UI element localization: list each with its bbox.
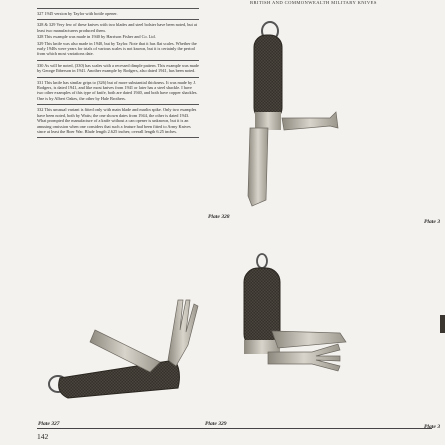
main-blade bbox=[90, 330, 160, 372]
bolster bbox=[255, 112, 281, 130]
plate-caption-327: Plate 327 bbox=[38, 421, 60, 427]
shackle-ring bbox=[257, 254, 267, 268]
fork-tool bbox=[168, 300, 198, 366]
knife-plate-edge bbox=[440, 315, 445, 333]
partial-knife bbox=[440, 315, 445, 333]
plate-caption-331: Plate 3 bbox=[424, 424, 441, 430]
plate-caption-328: Plate 328 bbox=[208, 214, 230, 220]
knife-plate-327 bbox=[49, 300, 198, 398]
running-head: BRITISH AND COMMONWEALTH MILITARY KNIVES bbox=[250, 0, 377, 5]
knife-handle bbox=[59, 360, 180, 398]
entry-paragraph: 329 This knife was also made in 1940, but by Taylor. Note that it has flat scales. Whether the early 1940s were years for trials of various scales is not known, but it is certainly the period from which most variations date. bbox=[37, 40, 197, 57]
entry-paragraph: 331 This knife has similar grips to (326) but of more substantial thickness. It was made by J. Rodgers, is dated 1941, and like most knives from 1941 or later has a steel shackle. I have two other examples of this type of knife, both are dated 1940, and both have copper shackles. One is by Albert Oakes, the other by Hale Brothers. bbox=[37, 79, 198, 101]
entry-paragraph: 327 1945 version by Taylor with bottle opener. bbox=[37, 11, 118, 16]
footer-rule bbox=[37, 428, 432, 429]
knife-plate-328 bbox=[248, 22, 338, 206]
knife-plate-329 bbox=[244, 254, 346, 371]
entry-paragraph: 328 & 329 Very few of these knives with two blades and steel bolster have been noted, but at least two manufacturers produced them. bbox=[37, 22, 197, 33]
plate-caption-330: Plate 3 bbox=[424, 219, 441, 225]
entry-paragraph: 330 As will be noted, (330) has scales with a recessed dimple pattern. This example was made by George Ibberson in 1941. Another example by Rodgers, also dated 1941, has been noted. bbox=[37, 62, 199, 74]
page-number: 142 bbox=[37, 432, 49, 441]
can-opener bbox=[282, 112, 338, 130]
knife-handle bbox=[254, 35, 282, 120]
entry-paragraph: 332 This unusual variant is fitted only with main blade and marlin spike. Only two examples have been noted, both by Watts; the one shown dates from 1944, the other is dated 1943. What prompted the manufacture of a knife without a can opener is unknown, but it is an amusing omission when one considers that such a feature had been fitted to Army Knives since at least the Boer War. Blade length 2.625 inches; overall length 6.25 inches. bbox=[37, 107, 197, 134]
entry-paragraph: 328 This example was made in 1940 by Harrison Fisher and Co. Ltd. bbox=[37, 34, 156, 40]
main-blade bbox=[248, 128, 268, 206]
plate-caption-329: Plate 329 bbox=[205, 421, 227, 427]
